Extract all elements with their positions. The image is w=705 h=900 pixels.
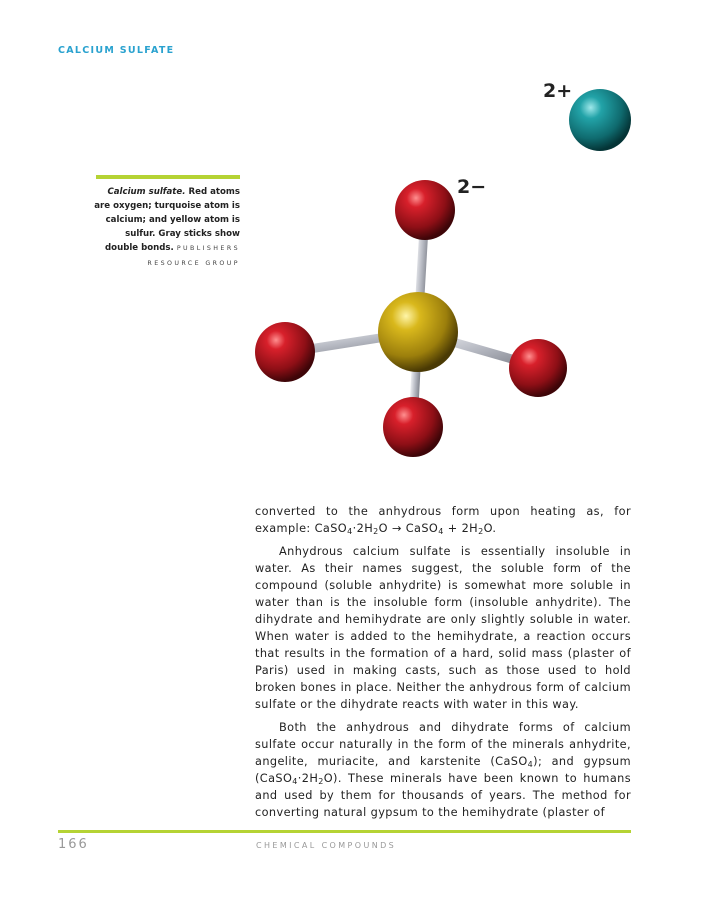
oxygen-atom-left (255, 322, 315, 382)
calcium-sulfate-molecule-illustration (240, 70, 660, 470)
paragraph-3: Both the anhydrous and dihydrate forms of calcium sulfate occur naturally in the form of the minerals anhydrite, angelite, muriacite, and karstenite (CaSO$_4$); and gypsum $(CaSO_4\cdot 2H_2O)$. These minerals have been known to humans and used by them for thousands of years. The method for converting natural gypsum to the hemihydrate (plaster of (255, 721, 631, 819)
caption-text: Red atoms are oxygen; turquoise atom is calcium; and yellow atom is sulfur. Gray sticks show double bonds. (94, 187, 240, 253)
paragraph-1: converted to the anhydrous form upon heating as, for example: $CaSO_4\cdot 2H_2O$ → CaSO$_4$ + $2H_2O$. (255, 505, 631, 536)
footer-rule (58, 830, 631, 833)
paragraph-2: Anhydrous calcium sulfate is essentially insoluble in water. As their names suggest, the soluble form of the compound (soluble anhydrite) is somewhat more soluble in water than is the insoluble form (insoluble anhydrite). The dihydrate and hemihydrate are only slightly soluble in water. When water is added to the hemihydrate, a reaction occurs that results in the formation of a hard, solid mass (plaster of Paris) used in making casts, such as those used to hold broken bones in place. Neither the anhydrous form of calcium sulfate or the dihydrate reacts with water in this way. (255, 545, 631, 711)
calcium-atom (569, 89, 631, 151)
footer-book-title: CHEMICAL COMPOUNDS (256, 841, 397, 850)
caption-lead: Calcium sulfate. (107, 187, 186, 197)
running-head: CALCIUM SULFATE (58, 45, 175, 56)
sulfate-charge-label: 2− (457, 176, 487, 198)
sulfur-atom (378, 292, 458, 372)
oxygen-atom-right (509, 339, 567, 397)
image-credit: PUBLISHERS RESOURCE GROUP (147, 245, 240, 267)
oxygen-atom-bottom (383, 397, 443, 457)
figure-caption (92, 185, 240, 271)
body-text (255, 503, 631, 827)
calcium-charge-label: 2+ (543, 80, 573, 102)
page-number: 166 (58, 837, 89, 852)
caption-rule (96, 175, 240, 179)
oxygen-atom-top (395, 180, 455, 240)
